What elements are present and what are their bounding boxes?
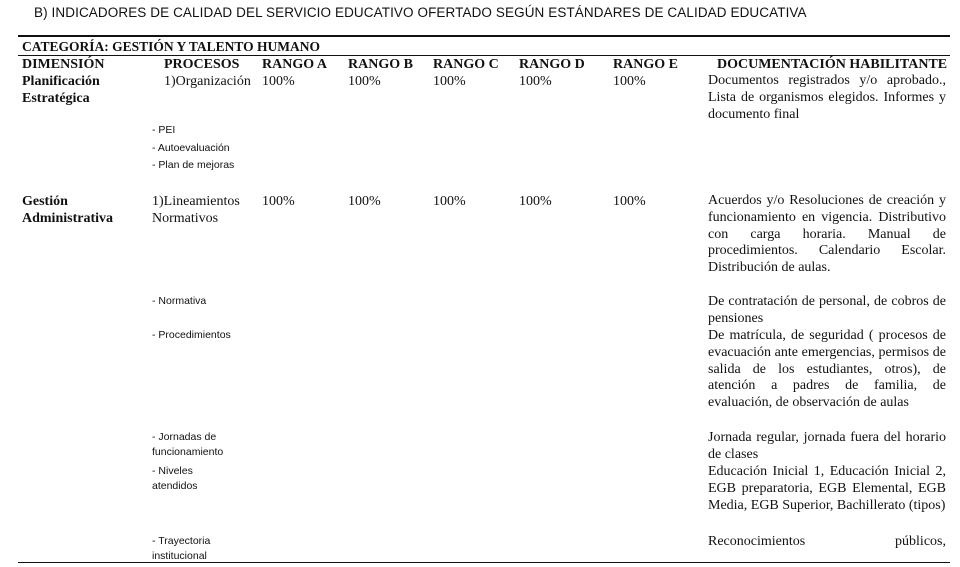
documentacion-niveles: Educación Inicial 1, Educación Inicial 2, EGB preparatoria, EGB Elemental, EGB Media, EGB Superior, Bachillerato (tipos) (708, 464, 946, 513)
document-title: B) INDICADORES DE CALIDAD DEL SERVICIO EDUCATIVO OFERTADO SEGÚN ESTÁNDARES DE CALIDAD EDUCATIVA (34, 5, 807, 20)
header-rango-a: RANGO A (262, 57, 327, 72)
dimension-planificacion: Planificación Estratégica (22, 74, 100, 106)
documentacion-gestion: Acuerdos y/o Resoluciones de creación y funcionamiento en vigencia. Distributivo con carga horaria. Manual de procedimientos. Calendario Escolar. Distribución de aulas. (708, 193, 946, 276)
proceso-lineamientos: 1)Lineamientos Normativos (152, 194, 240, 226)
category-label: CATEGORÍA: GESTIÓN Y TALENTO HUMANO (22, 39, 321, 54)
documentacion-trayectoria: Reconocimientos públicos, (708, 534, 946, 549)
header-rango-b: RANGO B (348, 57, 413, 72)
rango-e-value: 100% (613, 194, 646, 209)
subitem-plan-mejoras: - Plan de mejoras (152, 159, 235, 171)
dimension-gestion-administrativa: Gestión Administrativa (22, 194, 113, 226)
header-procesos: PROCESOS (164, 57, 240, 72)
header-documentacion: DOCUMENTACIÓN HABILITANTE (717, 57, 948, 72)
documentacion-normativa: De contratación de personal, de cobros de pensiones (708, 294, 946, 326)
rango-d-value: 100% (519, 194, 552, 209)
rango-a-value: 100% (262, 194, 295, 209)
subitem-procedimientos: - Procedimientos (152, 329, 231, 341)
header-rango-e: RANGO E (613, 57, 678, 72)
subitem-pei: - PEI (152, 124, 176, 136)
subitem-autoevaluacion: - Autoevaluación (152, 142, 230, 154)
rango-b-value: 100% (348, 194, 381, 209)
subitem-trayectoria: - Trayectoria institucional (152, 535, 211, 562)
rango-b-value: 100% (348, 74, 381, 89)
proceso-organizacion: 1)Organización (164, 74, 251, 89)
top-rule (18, 35, 950, 37)
subitem-niveles: - Niveles atendidos (152, 465, 198, 492)
bottom-rule (18, 562, 950, 563)
rango-d-value: 100% (519, 74, 552, 89)
header-dimension: DIMENSIÓN (22, 57, 105, 72)
header-rango-c: RANGO C (433, 57, 499, 72)
subitem-normativa: - Normativa (152, 295, 207, 307)
subitem-jornadas: - Jornadas de funcionamiento (152, 431, 224, 458)
category-rule (18, 55, 950, 56)
documentacion-planificacion: Documentos registrados y/o aprobado., Lista de organismos elegidos. Informes y documento final (708, 73, 946, 122)
rango-c-value: 100% (433, 74, 466, 89)
documentacion-procedimientos: De matrícula, de seguridad ( procesos de evacuación ante emergencias, permisos de salida de los estudiantes, otros), de atención a padres de familia, de evaluación, de observación de aulas (708, 328, 946, 411)
documentacion-jornadas: Jornada regular, jornada fuera del horario de clases (708, 430, 946, 462)
rango-c-value: 100% (433, 194, 466, 209)
rango-a-value: 100% (262, 74, 295, 89)
header-rango-d: RANGO D (519, 57, 585, 72)
rango-e-value: 100% (613, 74, 646, 89)
